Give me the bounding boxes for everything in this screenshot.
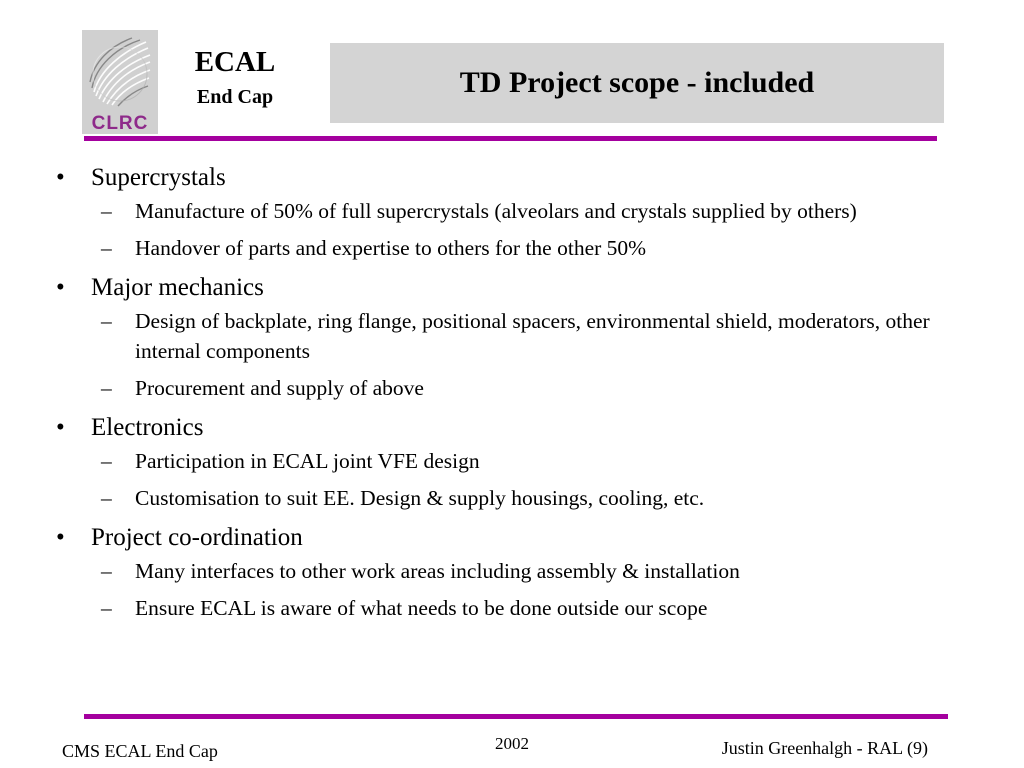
sub-item (101, 196, 995, 226)
group-title: ECAL (194, 46, 276, 78)
footer-author-page: Justin Greenhalgh - RAL (9) (721, 738, 928, 758)
sub-item-text: Ensure ECAL is aware of what needs to be done outside our scope (135, 596, 708, 620)
sub-item-text: Customisation to suit EE. Design & supply housings, cooling, etc. (135, 486, 705, 510)
bullet-text: Supercrystals (91, 164, 226, 191)
bullet-electronics (55, 410, 995, 446)
group-subtitle: End Cap (196, 86, 274, 108)
sub-item-text: Participation in ECAL joint VFE design (135, 449, 480, 473)
sub-item (101, 593, 995, 623)
sub-item (101, 483, 995, 513)
dash-icon: – (101, 236, 112, 260)
dash-icon: – (101, 559, 112, 583)
slide-title-box (330, 43, 944, 123)
sub-item (101, 373, 995, 403)
dash-icon: – (101, 596, 112, 620)
bullet-major-mechanics (55, 270, 995, 306)
sub-item-text: Many interfaces to other work areas including assembly & installation (135, 559, 740, 583)
sub-item-text: Handover of parts and expertise to others for the other 50% (135, 236, 647, 260)
footer-left-text: CMS ECAL End Cap (62, 741, 218, 761)
sub-item-text: Design of backplate, ring flange, positional spacers, environmental shield, moderators, other internal components (135, 309, 930, 363)
clrc-logo (82, 30, 158, 134)
dash-icon: – (101, 199, 112, 223)
sub-item (101, 233, 995, 263)
bullet-project-coordination (55, 520, 995, 556)
slide-body (55, 158, 995, 630)
top-divider (84, 136, 937, 141)
clrc-logo-text: CLRC (91, 113, 149, 134)
bottom-divider (84, 714, 948, 719)
bullet-icon: • (56, 414, 65, 441)
bullet-text: Project co-ordination (91, 524, 303, 551)
bullet-icon: • (56, 274, 65, 301)
bullet-text: Major mechanics (91, 274, 264, 301)
dash-icon: – (101, 486, 112, 510)
sub-item (101, 306, 995, 366)
sub-item (101, 446, 995, 476)
bullet-text: Electronics (91, 414, 204, 441)
bullet-icon: • (56, 164, 65, 191)
clrc-logo-icon (82, 30, 158, 134)
dash-icon: – (101, 309, 112, 333)
slide-title: TD Project scope - included (459, 66, 815, 99)
sub-item-text: Procurement and supply of above (135, 376, 424, 400)
bullet-supercrystals (55, 160, 995, 196)
footer-year: 2002 (495, 734, 529, 753)
sub-item (101, 556, 995, 586)
dash-icon: – (101, 376, 112, 400)
bullet-icon: • (56, 524, 65, 551)
dash-icon: – (101, 449, 112, 473)
sub-item-text: Manufacture of 50% of full supercrystals (alveolars and crystals supplied by others) (135, 199, 857, 223)
